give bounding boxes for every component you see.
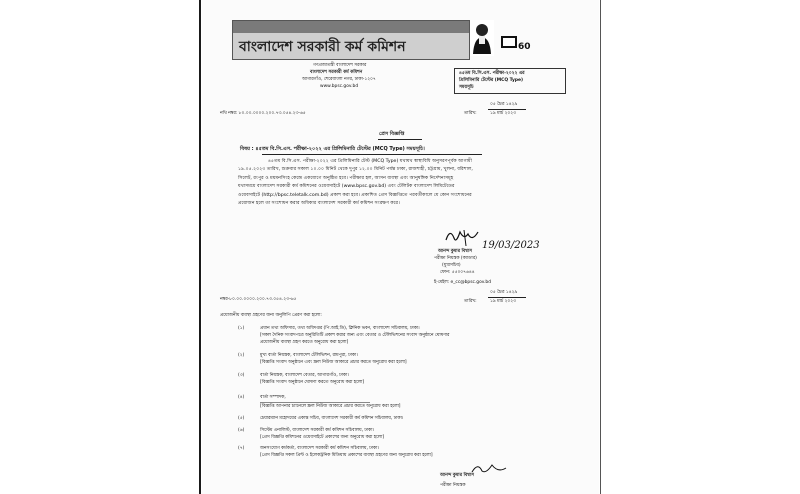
body-line: সিলেট, রংপুর ও ময়মনসিংহ কেন্দ্রে একযোগে অনুষ্ঠিত হবে। পরীক্ষার হল, আসন ব্যবস্থা এবং আনুষঙ্গিক নির্দেশনাসমূহ bbox=[238, 175, 454, 181]
list-item-number: (৭) bbox=[238, 446, 245, 451]
document-page bbox=[202, 0, 599, 494]
subject-underline bbox=[262, 154, 482, 155]
body-line: যথাসময়ে বাংলাদেশ সরকারী কর্ম কমিশনের ওয়েবসাইটে (www.bpsc.gov.bd) এবং টেলিটক বাংলাদেশ লিমিটেডের bbox=[238, 184, 455, 190]
signatory2-designation: পরীক্ষা নিয়ন্ত্রক bbox=[440, 483, 466, 488]
blank-line bbox=[260, 402, 370, 403]
memo-date-en: ১৯ মার্চ ২০২৩ bbox=[490, 111, 516, 116]
banner-shade bbox=[233, 21, 469, 33]
list-item-number: (৬) bbox=[238, 428, 245, 433]
header-line-3: আগারগাঁও, শেরেবাংলা নগর, ঢাকা-১২০৭ bbox=[302, 77, 376, 82]
memo-date-label: তারিখ: bbox=[464, 111, 477, 116]
signature-scrawl-2 bbox=[470, 462, 510, 476]
body-line: ৪৫তম বি.সি.এস. পরীক্ষা-২০২২ এর প্রিলিমিনারি টেস্ট (MCQ Type) যথাযথ স্বাস্থ্যবিধি অনুসরণপূর্বক আগামী bbox=[268, 159, 472, 164]
title-underline bbox=[378, 139, 422, 140]
memo2-date-en: ১৯ মার্চ ২০২৩ bbox=[490, 299, 516, 304]
list-item: মুখ্য বার্তা নিয়ন্ত্রক, বাংলাদেশ টেলিভিশন, রামপুরা, ঢাকা। bbox=[260, 353, 358, 358]
mujib-logo-icon bbox=[499, 32, 529, 54]
list-item: বার্তা নিয়ন্ত্রক, বাংলাদেশ বেতার, আগারগাঁও, ঢাকা। bbox=[260, 373, 349, 378]
list-item-note: [প্রেস বিজ্ঞপ্তি সকল প্রিন্ট ও ইলেকট্রনিক মিডিয়ায় প্রকাশের ব্যবস্থা গ্রহণের জন্য অনুরোধ করা হলো] bbox=[260, 453, 433, 458]
signatory-name: আনন্দ কুমার বিশ্বাস bbox=[438, 249, 472, 254]
subject-line: বিষয় : ৪৫তম বি.সি.এস. পরীক্ষা-২০২২ এর প্রিলিমিনারি টেস্টের (MCQ Type) সময়সূচি। bbox=[240, 146, 425, 152]
memo-number: নথি নম্বর: ৮০.০০.০০০০.২০০.৭৩.০৫৪.২৩-৬৫ bbox=[220, 111, 306, 116]
list-item-number: (৫) bbox=[238, 416, 245, 421]
svg-text:60: 60 bbox=[518, 42, 531, 52]
list-item-number: (২) bbox=[238, 353, 245, 358]
distribution-intro: প্রয়োজনীয় ব্যবস্থা গ্রহণের জন্য অনুলিপি প্রেরণ করা হলো: bbox=[220, 313, 322, 318]
body-line: ওয়েবসাইটে (http://bpsc.teletalk.com.bd) প্রকাশ করা হবে। প্রকাশিত প্রেস বিজ্ঞপ্তিতে পরবর্তীকালে যে কোন সংশোধনের bbox=[238, 192, 472, 198]
page-left-edge bbox=[199, 0, 201, 494]
body-line: প্রয়োজন হলে তা সংশোধন করার অধিকার বাংলাদেশ সরকারী কর্ম কমিশন সংরক্ষণ করে। bbox=[238, 201, 400, 207]
signatory-grade: (যুগ্মসচিব) bbox=[442, 263, 461, 268]
list-item-note: [সকল দৈনিক সংবাদপত্রে অনুরিতিটি প্রকাশ করার জন্য এবং বেতার ও টেলিভিশনের সংবাদ অনুষ্ঠানে ঘোষণার bbox=[260, 333, 450, 338]
signatory2-name: আনন্দ কুমার বিশ্বাস bbox=[440, 473, 474, 478]
list-item-note: [প্রেস বিজ্ঞপ্তি কমিশনের ওয়েবসাইটে প্রকাশের জন্য অনুরোধ করা হলো] bbox=[260, 435, 385, 440]
memo-date-bn: ০৫ চৈত্র ১৪২৯ bbox=[490, 102, 518, 107]
memo2-date-label: তারিখ: bbox=[464, 299, 477, 304]
header-line-2: বাংলাদেশ সরকারী কর্ম কমিশন bbox=[310, 70, 363, 75]
list-item-number: (৪) bbox=[238, 395, 245, 400]
signature-date: 19/03/2023 bbox=[482, 240, 540, 251]
list-item-note: [বিজ্ঞপ্তি আপনার চ্যানেলে স্ক্রল নিউজ আকারে প্রচার করতে অনুরোধ করা হলো] bbox=[260, 404, 401, 409]
list-item-number: (৩) bbox=[238, 373, 245, 378]
body-paragraph bbox=[238, 158, 583, 208]
list-item-note: [বিজ্ঞপ্তি সংবাদ অনুষ্ঠানে ঘোষণা করতে অনুরোধ করা হলো] bbox=[260, 380, 365, 385]
portrait-image bbox=[470, 20, 494, 56]
mujib-100-logo bbox=[499, 32, 529, 54]
banner-title: বাংলাদেশ সরকারী কর্ম কমিশন bbox=[239, 39, 406, 55]
notice-line-3: সময়সূচি bbox=[459, 85, 474, 90]
list-item: চেয়ারম্যান মহোদয়ের একান্ত সচিব, বাংলাদেশ সরকারী কর্ম কমিশন সচিবালয়, ঢাকা। bbox=[260, 416, 404, 421]
header-website: www.bpsc.gov.bd bbox=[320, 84, 359, 89]
press-release-title: প্রেস বিজ্ঞপ্তি bbox=[379, 131, 405, 137]
commission-banner bbox=[232, 20, 470, 60]
list-item: জনসংযোগ কর্মকর্তা, বাংলাদেশ সরকারী কর্ম কমিশন সচিবালয়, ঢাকা। bbox=[260, 446, 379, 451]
list-item: সিস্টেম এনালিস্ট, বাংলাদেশ সরকারী কর্ম কমিশন সচিবালয়, ঢাকা। bbox=[260, 428, 375, 433]
notice-box bbox=[454, 68, 566, 94]
list-item: প্রধান তথ্য অফিসার, তথ্য অধিদপ্তর (পি.আই.ডি), ক্লিনিক ভবন, বাংলাদেশ সচিবালয়, ঢাকা। bbox=[260, 326, 420, 331]
memo2-number: নম্বর-৮০.০০.০০০০.২০০.৭৩.০৫৪.২৩-৬৫ bbox=[220, 297, 297, 302]
signatory-designation: পরীক্ষা নিয়ন্ত্রক (ক্যাডার) bbox=[434, 256, 477, 261]
notice-line-1: ৪৫তম বি.সি.এস. পরীক্ষা-২০২২ এর bbox=[459, 71, 525, 76]
date-divider bbox=[488, 109, 526, 110]
signatory-phone: ফোন: ৫৫০০৭৬৪৪ bbox=[440, 270, 475, 275]
list-item: বার্তা সম্পাদক, bbox=[260, 395, 286, 400]
body-line: ১৯.০৫.২০২৩ তারিখ, শুক্রবার সকাল ১০.০০ মিনিট থেকে দুপুর ১২.০০ মিনিট পর্যন্ত ঢাকা, রাজশাহী, চট্টগ্রাম, খুলনা, বরিশাল, bbox=[238, 167, 473, 173]
memo2-date-divider bbox=[488, 297, 526, 298]
signatory-email: ই-মেইল: e_cc@bpsc.gov.bd bbox=[434, 280, 492, 285]
list-item-note: [বিজ্ঞপ্তি সংবাদ অনুষ্ঠানে এবং স্ক্রল নিউজ আকারে প্রচার করতে অনুরোধ করা হলো] bbox=[260, 360, 407, 365]
list-item-number: (১) bbox=[238, 326, 245, 331]
header-line-1: গণপ্রজাতন্ত্রী বাংলাদেশ সরকার bbox=[313, 63, 367, 68]
memo2-date-bn: ০৫ চৈত্র ১৪২৯ bbox=[490, 290, 518, 295]
list-item-note: প্রয়োজনীয় ব্যবস্থা গ্রহণ করতে অনুরোধ করা হলো] bbox=[260, 340, 349, 345]
page-right-edge bbox=[600, 0, 601, 494]
notice-line-2: প্রিলিমিনারি টেস্টের (MCQ Type) bbox=[459, 78, 524, 83]
